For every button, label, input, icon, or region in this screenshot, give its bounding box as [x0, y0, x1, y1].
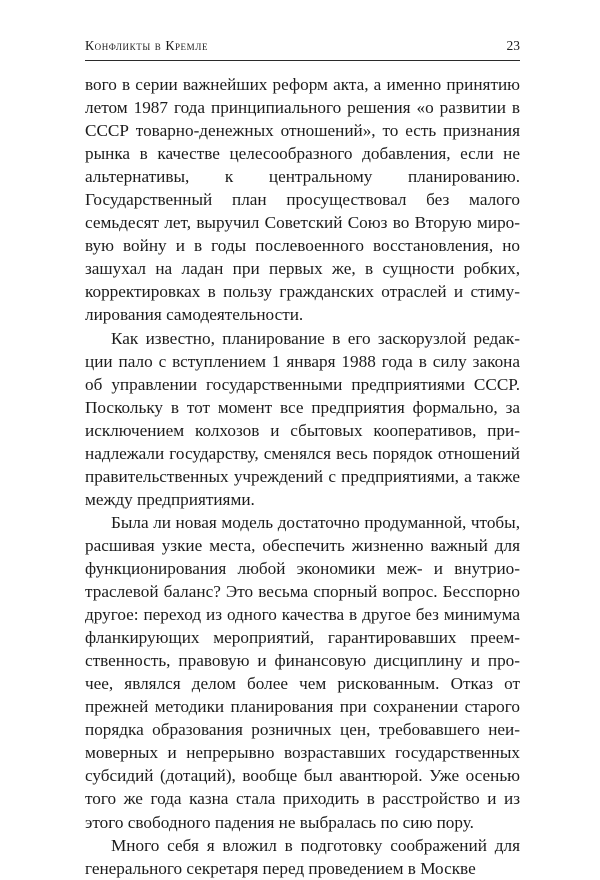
- body-text: [85, 73, 520, 880]
- running-title: Конфликты в Кремле: [85, 38, 209, 53]
- header-rule: [85, 60, 520, 61]
- paragraph: Была ли новая модель достаточно продуманной, чтобы, расшивая узкие места, обеспечить жизненно важный для функционирования любой экономики меж- и внутриотраслевой баланс? Это весьма спорный вопрос. Бесспорно другое: переход из одного качества в другое без минимума фланкирующих мероприятий, гарантировавших преемственность, правовую и финансовую дисциплину и прочее, являлся делом более чем рискованным. Отказ от прежней методики планирования при сохранении старого порядка образования розничных цен, требовавшего неимоверных и непрерывно возраставших государственных субсидий (дотаций), вообще был авантюрой. Уже осенью того же года казна стала приходить в расстройство и из этого свободного падения не выбралась по сию пору.: [85, 512, 520, 832]
- paragraph: Как известно, планирование в его заскорузлой редакции пало с вступлением 1 января 1988 года в силу закона об управлении государственными предприятиями СССР. Поскольку в тот момент все предприятия формально, за исключением колхозов и сбытовых кооперативов, принадлежали государству, сменялся весь порядок отношений правительственных учреждений с предприятиями, а также между предприятиями.: [85, 328, 520, 509]
- paragraph: Много себя я вложил в подготовку соображений для генерального секретаря перед проведением в Москве: [85, 835, 520, 878]
- paragraph-continued: вого в серии важнейших реформ акта, а именно принятию летом 1987 года принципиального решения «о развитии в СССР товарно-денежных отношений», то есть признания рынка в качестве целесообразного добавления, если не альтернативы, к центральному планированию. Государственный план просуществовал без малого семьдесят лет, выручил Советский Союз во Вторую мировую войну и в годы послевоенного восстановления, но зашухал на ладан при первых же, в сущности робких, корректировках в пользу гражданских отраслей и стимулирования самодеятельности.: [85, 75, 520, 325]
- running-header: [85, 38, 520, 58]
- page-number: 23: [506, 38, 520, 53]
